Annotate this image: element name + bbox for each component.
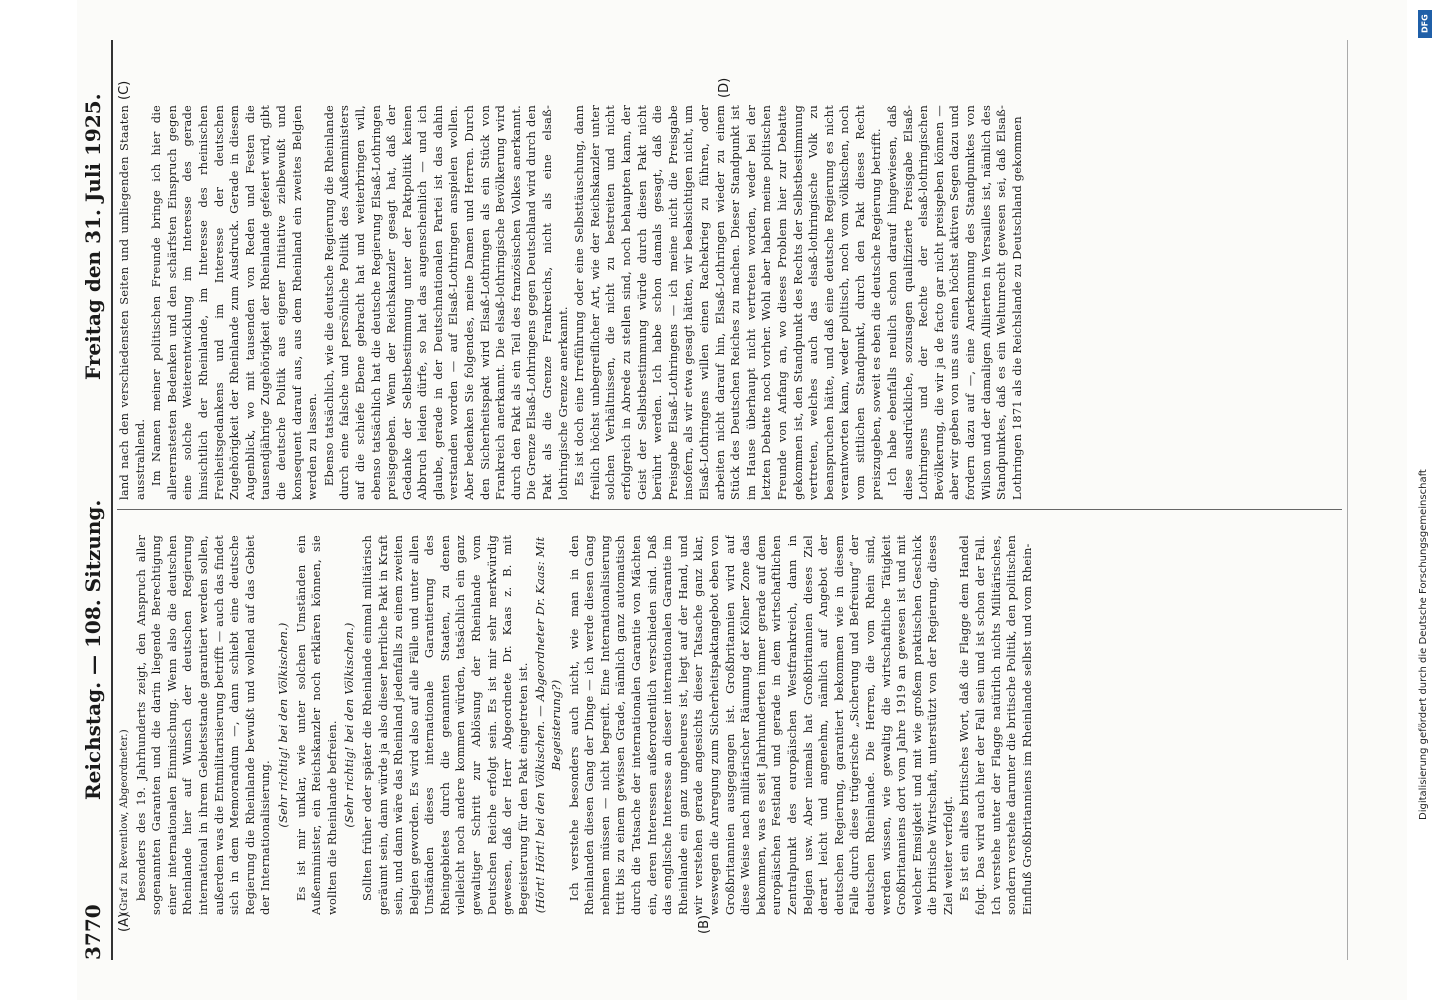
page-header [81,40,111,960]
session-title: Reichstag. — 108. Sitzung. [81,499,105,800]
paragraph: Ich verstehe besonders auch nicht, wie man in den Rheinlanden diesen Gang der Dinge — ich werde diesen Gang nehmen müssen — nicht begreift. Eine Internationalisierung tritt bis zu einem gewissen Grade, nämlich ganz automatisch durch die Tatsache der internationalen Garantie von Mächten ein, deren Interessen außerordentlich verschieden sind. Daß das englische Interesse an dieser internationalen Garantie im Rheinlande ein ganz ungeheures ist, liegt auf der Hand, und wir verstehen gerade angesichts dieser Tatsache ganz klar, weswegen die Anregung zum Sicherheitspaktangebot eben von Großbritannien ausgegangen ist. Großbritannien wird auf diese Weise nach militärischer Räumung der Kölner Zone das bekommen, was es seit Jahrhunderten immer gerade auf dem europäischen Festland und gerade in dem wirtschaftlichen Zentralpunkt des europäischen Westfrankreich, dann in Belgien usw. Aber niemals hat Großbritannien dieses Ziel derart leicht und angenehm, nämlich auf Angebot der deutschen Regierung, garantiert bekommen wie in diesem Falle durch diese trügerische „Sicherung und Befreiung“ der deutschen Rheinlande. Die Herren, die vom Rhein sind, werden wissen, wie gewaltig die wirtschaftliche Tätigkeit Großbritanniens dort vom Jahre 1919 an gewesen ist und mit welcher Emsigkeit und mit wie großem praktischen Geschick die britische Wirtschaft, unterstützt von der Regierung, dieses Ziel weiter verfolgt. [566,535,955,915]
speaker-line: (Graf zu Reventlow, Abgeordneter.) [119,729,130,915]
margin-marker-a: (A) [117,912,132,932]
interjection: (Hört! Hört! bei den Völkischen. — Abgeordneter Dr. Kaas: Mit Begeisterung?) [533,536,564,914]
paragraph: Ebenso tatsächlich, wie die deutsche Regierung die Rheinlande durch eine falsche und persönliche Politik des Außenministers auf die schiefe Ebene gebracht hat und weiterbringen will, ebenso tatsächlich hat die deutsche Regierung Elsaß-Lothringen preisgegeben. Wenn der Reichskanzler gesagt hat, daß der Gedanke der Selbstbestimmung unter der Paktpolitik keinen Abbruch leiden dürfe, so hat das augenscheinlich — und ich glaube, gerade in der Deutschnationalen Partei ist das dahin verstanden worden — auf Elsaß-Lothringen anspielen wollen. Aber bedenken Sie folgendes, meine Damen und Herren. Durch den Sicherheitspakt wird Elsaß-Lothringen als ein Stück von Frankreich anerkannt. Die elsaß-lothringische Bevölkerung wird durch den Pakt als ein Teil des französischen Volkes anerkannt. Die Grenze Elsaß-Lothringens gegen Deutschland wird durch den Pakt als die Grenze Frankreichs, nicht als eine elsaß-lothringische Grenze anerkannt. [321,105,570,500]
text-column-left [117,535,1342,915]
paragraph: Es ist doch eine Irreführung oder eine Selbsttäuschung, dann freilich höchst unbegreiflicher Art, wie der Reichskanzler unter solchen Verhältnissen, die nicht zu bestreiten und nicht erfolgreich in Abrede zu stellen sind, noch behaupten kann, der Geist der Selbstbestimmung würde durch diesen Pakt nicht berührt werden. Ich habe schon damals gesagt, daß die Preisgabe Elsaß-Lothringens — ich meine nicht die Preisgabe insofern, als wir etwa gesagt hätten, wir beabsichtigen nicht, um Elsaß-Lothringens willen einen Rachekrieg zu führen, oder arbeiten nicht darauf hin, Elsaß-Lothringen wieder zu einem Stück des Deutschen Reiches zu machen. Dieser Standpunkt ist im Hause überhaupt nicht vertreten worden, weder bei der letzten Debatte noch vorher. Wohl aber haben meine politischen Freunde von Anfang an, wo dieses Problem hier zur Debatte gekommen ist, den Standpunkt des Rechts der Selbstbestimmung vertreten, welches auch das elsaß-lothringische Volk zu beanspruchen hätte, und daß eine deutsche Regierung es nicht verantworten kann, weder politisch, noch vom völkischen, noch vom sittlichen Standpunkt, durch den Pakt dieses Recht preiszugeben, soweit es eben die deutsche Regierung betrifft. [572,105,883,500]
paragraph: Sollten früher oder später die Rheinlande einmal militärisch geräumt sein, dann würde ja also dieser herrliche Pakt in Kraft sein, und dann wäre das Rheinland jedenfalls zu einem zweiten Belgien geworden. Es wird also auf alle Fälle und unter allen Umständen dieses internationale Garantierung des Rheingebietes durch die genannten Staaten, zu denen vielleicht noch andere kommen würden, tatsächlich ein ganz gewaltiger Schritt zur Ablösung der Rheinlande vom Deutschen Reiche erfolgt sein. Es ist mir sehr merkwürdig gewesen, daß der Herr Abgeordnete Dr. Kaas z. B. mit Begeisterung für den Pakt eingetreten ist. [359,535,530,915]
interjection: (Sehr richtig! bei den Völkischen.) [342,622,357,828]
session-date: Freitag den 31. Juli 1925. [81,93,105,380]
rotated-page-content [77,0,1407,1000]
header-rule [111,40,113,960]
page-number: 3770 [81,904,105,960]
dfg-logo-badge: DFG [1418,10,1432,38]
paragraph: Im Namen meiner politischen Freunde bringe ich hier die allerernstesten Bedenken und den schärfsten Einspruch gegen eine solche Weiterentwicklung im Interesse des gerade hinsichtlich der Rheinlande, im Interesse des rheinischen Freiheitsgedankens und im Interesse der deutschen Zugehörigkeit der Rheinlande zum Ausdruck. Gerade in diesem Augenblick, wo mit tausenden von Reden und Festen die tausendjährige Zugehörigkeit der Rheinlande gefeiert wird, gibt die deutsche Politik aus eigener Initiative zielbewußt und konsequent darauf aus, aus dem Rheinland ein zweites Belgien werden zu lassen. [149,105,320,500]
interjection: (Sehr richtig! bei den Völkischen.) [275,622,290,828]
scanned-page [77,0,1407,1000]
paragraph: Es ist mir unklar, wie unter solchen Umständen ein Außenminister, ein Reichskanzler noch erklären können, sie wollten die Rheinlande befreien. [293,535,339,915]
text-column-right [117,105,1342,500]
digitization-credit-strip [1418,10,1432,990]
margin-marker-b: (B) [697,914,712,934]
digitization-credit: Digitalisierung gefördert durch die Deutsche Forschungsgemeinschaft [1418,469,1429,820]
paragraph: Ich habe ebenfalls neulich schon darauf hingewiesen, daß diese ausdrückliche, sozusagen qualifizierte Preisgabe Elsaß-Lothringens und der Rechte der elsaß-lothringischen Bevölkerung, die wir ja de facto gar nicht preisgeben können — aber wir geben von uns aus einen höchst aktiven Segen dazu und fordern dazu auf —, eine Anerkennung des Standpunktes von Wilson und der damaligen Alliierten in Versailles ist, nämlich des Standpunktes, daß es ein Weltunrecht gewesen sei, daß Elsaß-Lothringen 1871 als die Reichslande zu Deutschland gekommen [885,105,1024,500]
paragraph: Es ist ein altes britisches Wort, daß die Flagge dem Handel folgt. Das wird auch hier der Fall sein und ist schon der Fall. Ich verstehe unter der Flagge natürlich nichts Militärisches, sondern verstehe darunter die britische Politik, den politischen Einfluß Großbritanniens im Rheinlande selbst und vom Rhein- [957,535,1034,915]
paragraph: besonders des 19. Jahrhunderts zeigt, den Anspruch aller sogenannten Garanten und die darin liegende Berechtigung einer internationalen Einmischung. Wenn also die deutschen Rheinlande hier auf Wunsch der deutschen Regierung international in ihrem Gebietsstande garantiert werden sollen, außerdem was die Entmilitarisierung betrifft — auch das findet sich in dem Memorandum —, dann schiebt eine deutsche Regierung die Rheinlande bewußt und wollend auf das Gebiet der Internationalisierung. [133,535,273,915]
column-divider [117,509,1342,510]
margin-marker-c: (C) [117,80,132,100]
paragraph: land nach den verschiedensten Seiten und umliegenden Staaten ausstrahlend. [117,105,147,500]
page-bottom-rule [1347,40,1348,960]
margin-marker-d: (D) [717,77,732,98]
